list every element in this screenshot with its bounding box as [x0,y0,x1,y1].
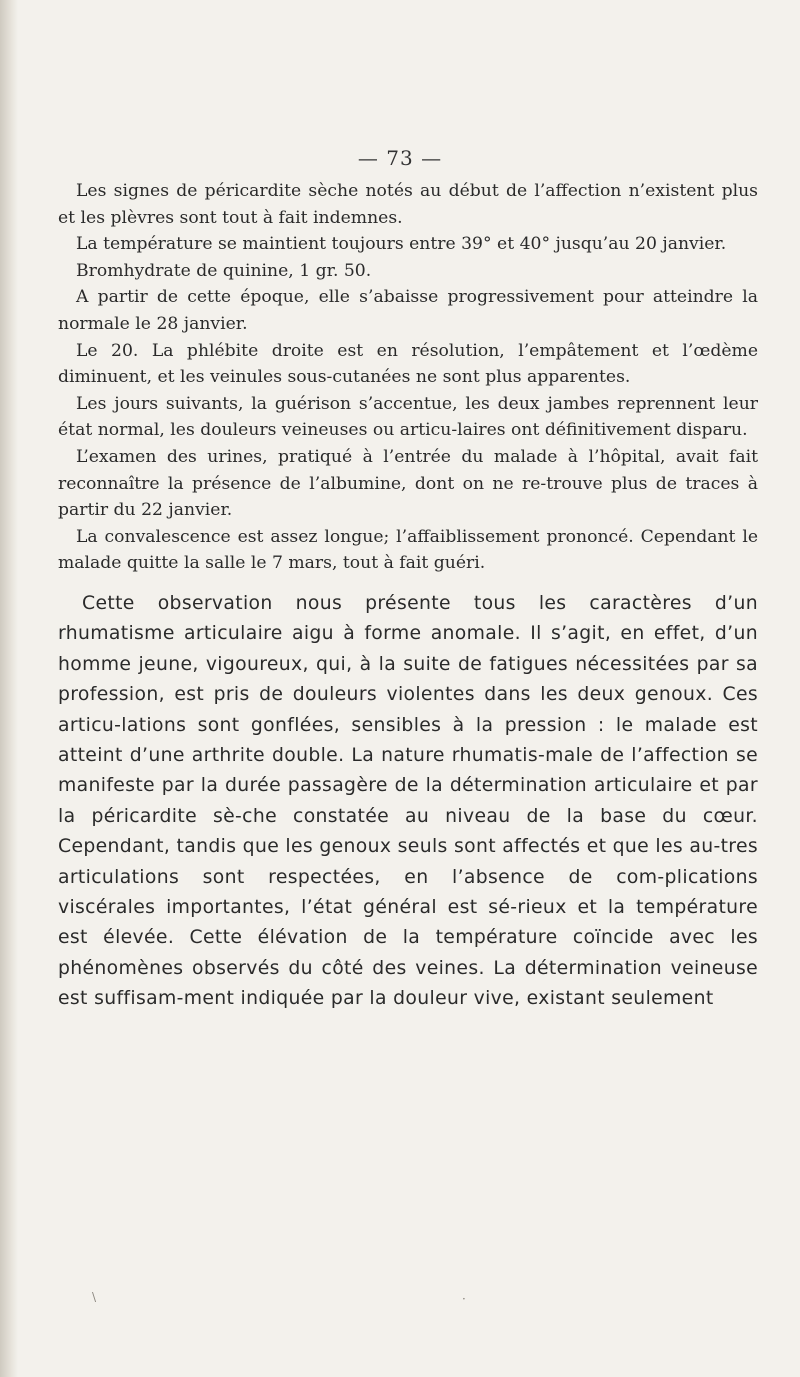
discussion-section [58,589,758,1015]
paragraph-phlebitis: Le 20. La phlébite droite est en résolution, l’empâtement et l’œdème diminuent, et les veinules sous-cutanées ne sont plus apparentes. [58,340,758,388]
paragraph-temperature: La température se maintient toujours entre 39° et 40° jusqu’au 20 janvier. [76,234,727,255]
binding-gutter [0,0,18,1377]
paragraph-recovery: Les jours suivants, la guérison s’accentue, les deux jambes reprennent leur état normal, les douleurs veineuses ou articu-laires ont définitivement disparu. [58,393,758,441]
paragraph-pericarditis: Les signes de péricardite sèche notés au début de l’affection n’existent plus et les plèvres sont tout à fait indemnes. [58,181,758,228]
paragraph-quinine: Bromhydrate de quinine, 1 gr. 50. [76,260,372,281]
paragraph-urine-exam: L’examen des urines, pratiqué à l’entrée du malade à l’hôpital, avait fait reconnaître la présence de l’albumine, dont on ne re-trouve plus de traces à partir du 22 janvier. [58,446,758,521]
paragraph-normalisation: A partir de cette époque, elle s’abaisse progressivement pour atteindre la normale le 28 janvier. [58,287,758,334]
paper-speck: · [462,1292,466,1306]
paragraph-discussion: Cette observation nous présente tous les caractères d’un rhumatisme articulaire aigu à forme anomale. Il s’agit, en effet, d’un homme jeune, vigoureux, qui, à la suite de fatigues nécessitées par sa profession, est pris de douleurs violentes dans les deux genoux. Ces articu-lations sont gonflées, sensibles à la pression : le malade est atteint d’une arthrite double. La nature rhumatis-male de l’affection se manifeste par la durée passagère de la détermination articulaire et par la péricardite sè-che constatée au niveau de la base du cœur. Cependant, tandis que les genoux seuls sont affectés et que les au-tres articulations sont respectées, en l’absence de com-plications viscérales importantes, l’état général est sé-rieux et la température est élevée. Cette élévation de la température coïncide avec les phénomènes observés du côté des veines. La détermination veineuse est suffisam-ment indiquée par la douleur vive, existant seulement [58,593,758,1010]
observation-section [58,178,758,577]
paragraph-convalescence: La convalescence est assez longue; l’affaiblissement prononcé. Cependant le malade quitte la salle le 7 mars, tout à fait guéri. [58,526,758,574]
paper-speck: \ [92,1290,97,1304]
page-number: — 73 — [357,146,443,170]
